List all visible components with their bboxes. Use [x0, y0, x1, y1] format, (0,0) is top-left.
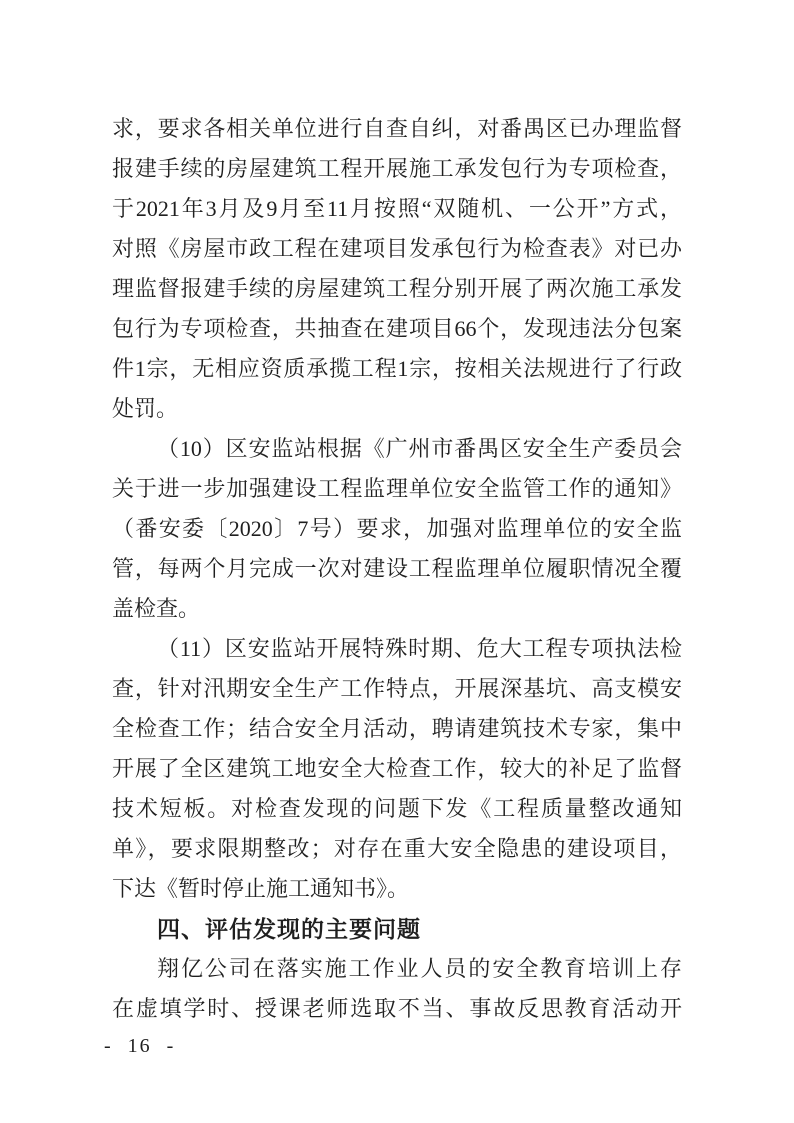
page-number: - 16 - [104, 1035, 176, 1057]
text-line paragraph-end: 盖检查。 [112, 596, 201, 621]
text-line paragraph-start: （10）区安监站根据《广州市番禺区安全生产委员会 [157, 436, 682, 461]
text-line: 对照《房屋市政工程在建项目发承包行为检查表》对已办 [112, 236, 682, 261]
text-line: 件1宗，无相应资质承揽工程1宗，按相关法规进行了行政 [112, 356, 682, 381]
text-line: （番安委〔2020〕7号）要求，加强对监理单位的安全监 [112, 516, 682, 541]
section-heading: 四、评估发现的主要问题 [157, 916, 421, 942]
text-line: 单》，要求限期整改；对存在重大安全隐患的建设项目， [112, 836, 682, 861]
text-line: 报建手续的房屋建筑工程开展施工承发包行为专项检查， [112, 156, 682, 181]
text-line paragraph-end: 处罚。 [112, 396, 179, 421]
text-line: 包行为专项检查，共抽查在建项目66个，发现违法分包案 [112, 316, 682, 341]
text-line: 关于进一步加强建设工程监理单位安全监管工作的通知》 [112, 476, 682, 501]
text-line: 管，每两个月完成一次对建设工程监理单位履职情况全覆 [112, 556, 682, 581]
text-line: 求，要求各相关单位进行自查自纠，对番禺区已办理监督 [112, 116, 682, 141]
text-line: 在虚填学时、授课老师选取不当、事故反思教育活动开 [112, 996, 682, 1021]
text-line: 开展了全区建筑工地安全大检查工作，较大的补足了监督 [112, 756, 682, 781]
text-line: 全检查工作；结合安全月活动，聘请建筑技术专家，集中 [112, 716, 682, 741]
text-line paragraph-start: （11）区安监站开展特殊时期、危大工程专项执法检 [157, 636, 682, 661]
text-line paragraph-start: 翔亿公司在落实施工作业人员的安全教育培训上存 [157, 956, 682, 981]
text-line paragraph-end: 下达《暂时停止施工通知书》。 [112, 876, 410, 901]
text-line: 理监督报建手续的房屋建筑工程分别开展了两次施工承发 [112, 276, 682, 301]
text-line: 查，针对汛期安全生产工作特点，开展深基坑、高支模安 [112, 676, 682, 701]
text-line: 于2021年3月及9月至11月按照“双随机、一公开”方式， [112, 196, 682, 221]
document-text-block [112, 109, 682, 1029]
text-line: 技术短板。对检查发现的问题下发《工程质量整改通知 [112, 796, 682, 821]
